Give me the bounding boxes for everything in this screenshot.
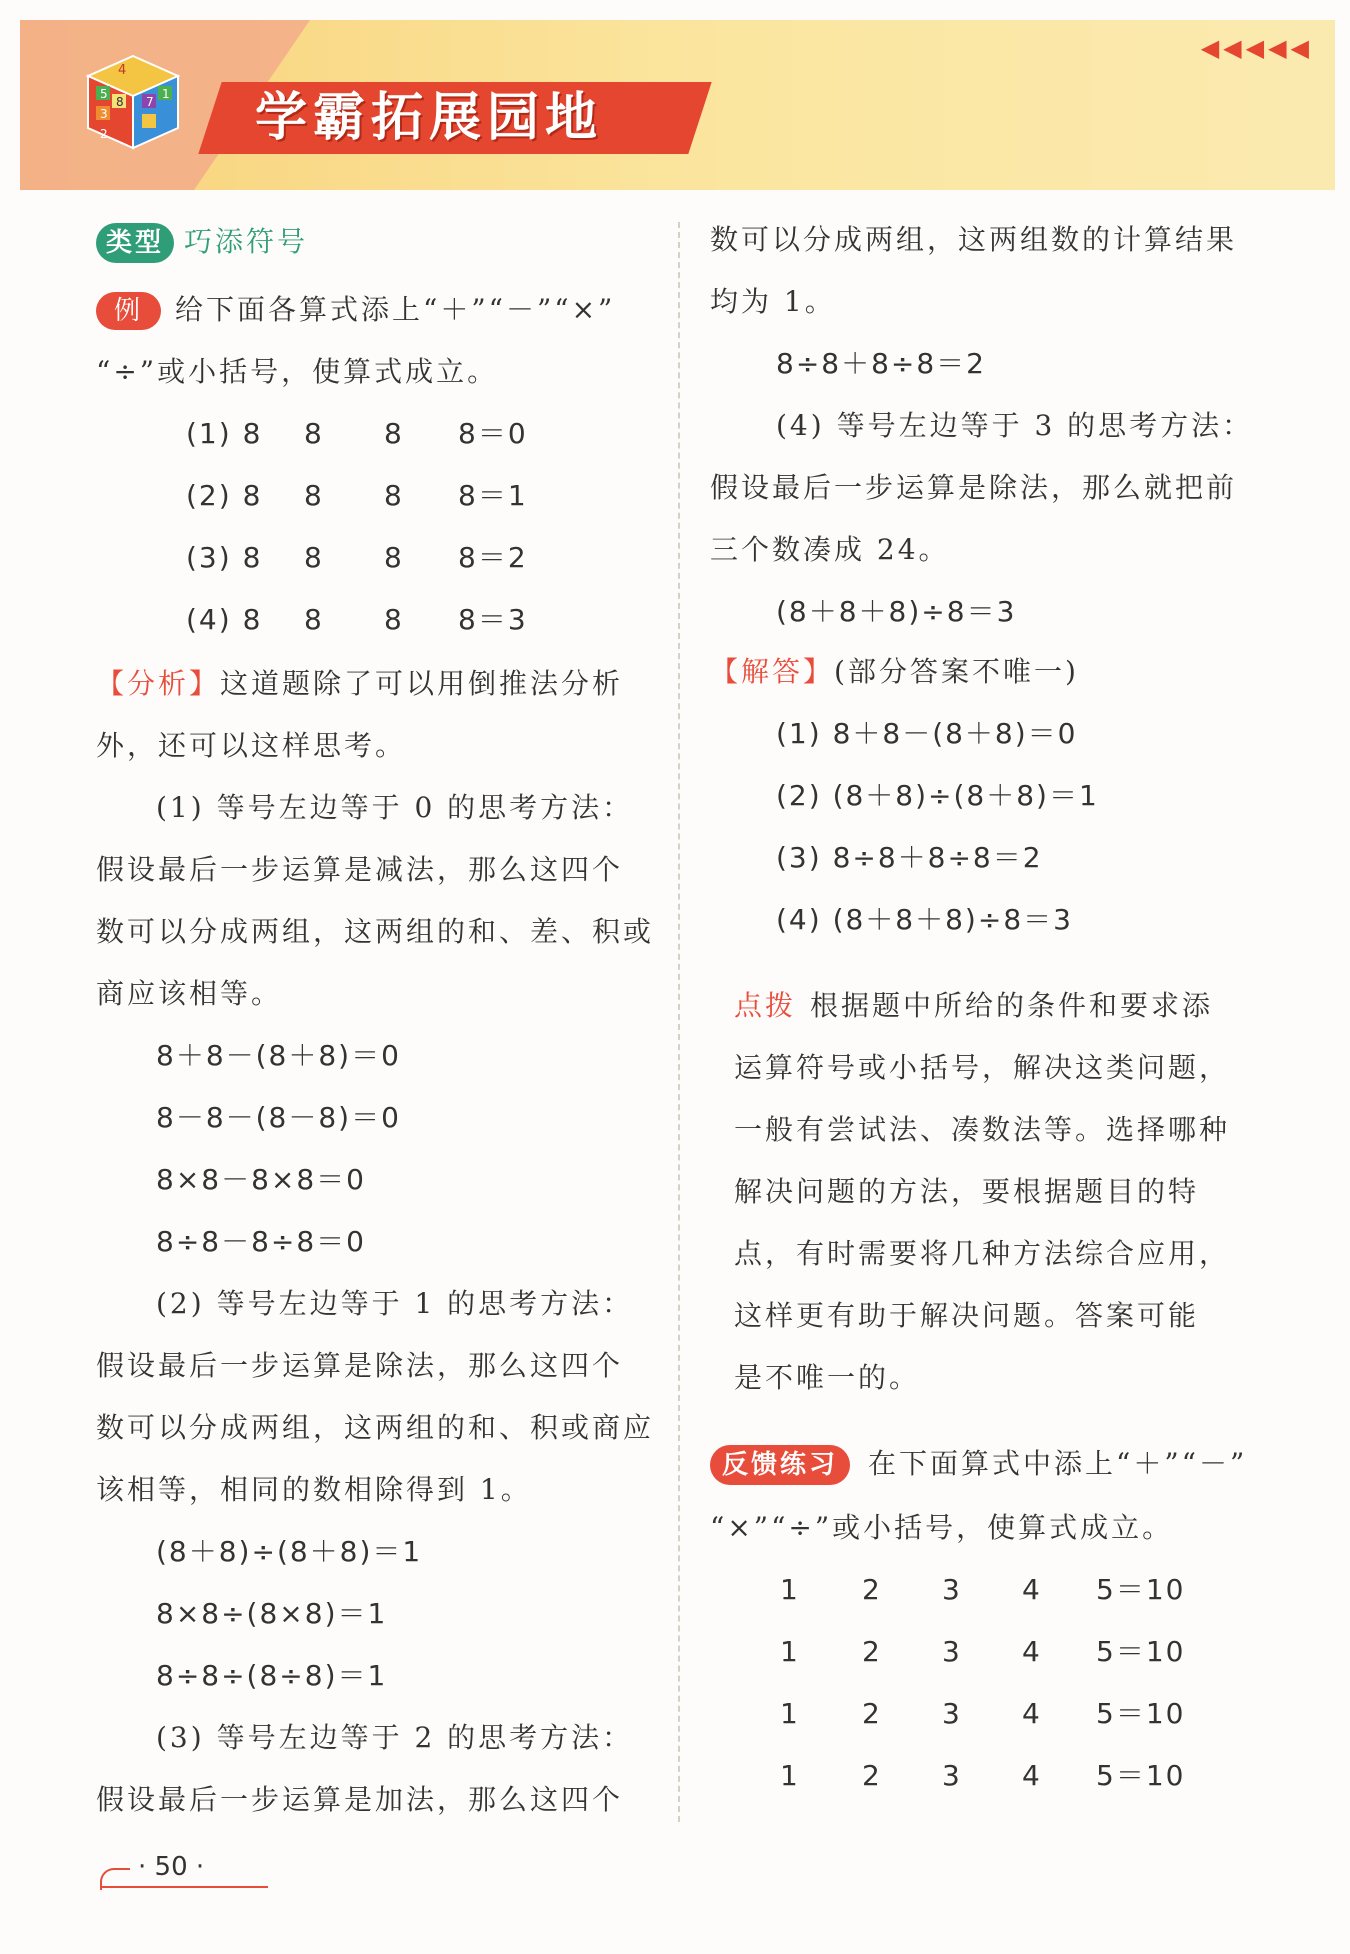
method-1-text: 数可以分成两组，这两组的和、差、积或 — [96, 915, 655, 948]
exercise-num: 3 — [942, 1697, 962, 1730]
type-label: 巧添符号 — [184, 225, 309, 258]
method-4-heading: (4) 等号左边等于 3 的思考方法： — [776, 409, 1254, 442]
exercise-num: 2 — [862, 1697, 882, 1730]
tip-text: 这样更有助于解决问题。答案可能 — [734, 1299, 1200, 1332]
problem-result: 8＝3 — [458, 603, 528, 636]
exercise-num: 3 — [942, 1635, 962, 1668]
formula: (8＋8)÷(8＋8)＝1 — [156, 1535, 423, 1568]
exercise-num: 1 — [780, 1635, 800, 1668]
formula: 8×8－8×8＝0 — [156, 1163, 366, 1196]
feedback-text-2: “×”“÷”或小括号，使算式成立。 — [710, 1511, 1174, 1544]
answer: (2) (8＋8)÷(8＋8)＝1 — [776, 779, 1099, 812]
formula: 8÷8÷(8÷8)＝1 — [156, 1659, 388, 1692]
tip-text: 根据题中所给的条件和要求添 — [810, 989, 1214, 1022]
type-badge: 类型 — [96, 223, 174, 263]
formula: 8＋8－(8＋8)＝0 — [156, 1039, 401, 1072]
cube-digit: 7 — [146, 95, 154, 109]
example-line — [96, 290, 615, 330]
exercise-num: 2 — [862, 1573, 882, 1606]
feedback-badge: 反馈练习 — [710, 1445, 850, 1485]
exercise-num: 4 — [1022, 1573, 1042, 1606]
problem-row — [186, 538, 528, 578]
method-3-text: 假设最后一步运算是加法，那么这四个 — [96, 1783, 624, 1816]
exercise-row — [780, 1694, 1185, 1734]
exercise-result: 5＝10 — [1096, 1573, 1186, 1606]
rubiks-cube-icon — [78, 48, 188, 158]
tip-label: 点拨 — [734, 989, 797, 1022]
formula: (8＋8＋8)÷8＝3 — [776, 595, 1017, 628]
answer: (4) (8＋8＋8)÷8＝3 — [776, 903, 1073, 936]
analysis-label: 【分析】 — [96, 667, 221, 700]
problem-num: 8 — [304, 541, 324, 574]
exercise-num: 1 — [780, 1697, 800, 1730]
problem-num: 8 — [384, 603, 404, 636]
problem-row — [186, 414, 528, 454]
problem-result: 8＝2 — [458, 541, 528, 574]
exercise-num: 1 — [780, 1759, 800, 1792]
cube-digit: 1 — [162, 87, 170, 101]
exercise-row — [780, 1632, 1185, 1672]
tip-heading — [734, 986, 1213, 1026]
example-badge: 例 — [96, 292, 161, 330]
method-3-text: 数可以分成两组，这两组数的计算结果 — [710, 223, 1238, 256]
exercise-num: 4 — [1022, 1697, 1042, 1730]
cube-digit: 3 — [100, 107, 108, 121]
analysis-line — [96, 664, 623, 704]
analysis-line-2: 外，还可以这样思考。 — [96, 729, 407, 762]
page-number: · 50 · — [100, 1850, 268, 1888]
method-3-text: 均为 1。 — [710, 285, 836, 318]
problem-num: 8 — [304, 479, 324, 512]
problem-result: 8＝0 — [458, 417, 528, 450]
answer-note: (部分答案不唯一) — [834, 655, 1079, 688]
exercise-row — [780, 1756, 1185, 1796]
exercise-row — [780, 1570, 1185, 1610]
exercise-num: 1 — [780, 1573, 800, 1606]
type-heading — [96, 222, 308, 262]
answer-label: 【解答】 — [710, 655, 835, 688]
problem-row — [186, 476, 528, 516]
problem-label: (1) 8 — [186, 417, 263, 450]
method-3-heading: (3) 等号左边等于 2 的思考方法： — [156, 1721, 634, 1754]
analysis-text: 这道题除了可以用倒推法分析 — [220, 667, 624, 700]
exercise-result: 5＝10 — [1096, 1635, 1186, 1668]
method-1-heading: (1) 等号左边等于 0 的思考方法： — [156, 791, 634, 824]
method-1-text: 商应该相等。 — [96, 977, 283, 1010]
problem-num: 8 — [384, 417, 404, 450]
formula: 8×8÷(8×8)＝1 — [156, 1597, 388, 1630]
exercise-num: 4 — [1022, 1759, 1042, 1792]
exercise-num: 2 — [862, 1759, 882, 1792]
tip-text: 是不唯一的。 — [734, 1361, 921, 1394]
answer: (3) 8÷8＋8÷8＝2 — [776, 841, 1043, 874]
feedback-text: 在下面算式中添上“＋”“－” — [868, 1447, 1248, 1480]
problem-label: (2) 8 — [186, 479, 263, 512]
cube-digit: 2 — [100, 127, 108, 141]
answer-heading — [710, 652, 1079, 692]
tip-text: 解决问题的方法，要根据题目的特 — [734, 1175, 1200, 1208]
problem-result: 8＝1 — [458, 479, 528, 512]
example-text: 给下面各算式添上“＋”“－”“×” — [175, 293, 616, 326]
method-1-text: 假设最后一步运算是减法，那么这四个 — [96, 853, 624, 886]
method-2-text: 数可以分成两组，这两组的和、积或商应 — [96, 1411, 655, 1444]
answer: (1) 8＋8－(8＋8)＝0 — [776, 717, 1078, 750]
problem-label: (3) 8 — [186, 541, 263, 574]
method-2-heading: (2) 等号左边等于 1 的思考方法： — [156, 1287, 634, 1320]
exercise-num: 3 — [942, 1759, 962, 1792]
method-4-text: 假设最后一步运算是除法，那么就把前 — [710, 471, 1238, 504]
formula: 8÷8＋8÷8＝2 — [776, 347, 986, 380]
cube-digit: 8 — [116, 95, 124, 109]
exercise-num: 3 — [942, 1573, 962, 1606]
column-divider — [678, 222, 680, 1822]
formula: 8－8－(8－8)＝0 — [156, 1101, 401, 1134]
problem-num: 8 — [304, 603, 324, 636]
exercise-num: 2 — [862, 1635, 882, 1668]
problem-num: 8 — [304, 417, 324, 450]
cube-digit: 5 — [100, 87, 108, 101]
feedback-heading — [710, 1444, 1247, 1484]
page-title: 学霸拓展园地 — [255, 88, 604, 148]
formula: 8÷8－8÷8＝0 — [156, 1225, 366, 1258]
method-2-text: 假设最后一步运算是除法，那么这四个 — [96, 1349, 624, 1382]
exercise-result: 5＝10 — [1096, 1759, 1186, 1792]
exercise-num: 4 — [1022, 1635, 1042, 1668]
exercise-result: 5＝10 — [1096, 1697, 1186, 1730]
cube-digit: 4 — [118, 63, 127, 78]
example-line-2: “÷”或小括号，使算式成立。 — [96, 355, 499, 388]
problem-label: (4) 8 — [186, 603, 263, 636]
tip-text: 运算符号或小括号，解决这类问题， — [734, 1051, 1231, 1084]
tip-text: 点，有时需要将几种方法综合应用， — [734, 1237, 1231, 1270]
method-2-text: 该相等，相同的数相除得到 1。 — [96, 1473, 532, 1506]
problem-num: 8 — [384, 541, 404, 574]
tip-text: 一般有尝试法、凑数法等。选择哪种 — [734, 1113, 1231, 1146]
header-arrows-icon: ◀◀◀◀◀ — [1200, 34, 1313, 62]
problem-row — [186, 600, 528, 640]
method-4-text: 三个数凑成 24。 — [710, 533, 950, 566]
problem-num: 8 — [384, 479, 404, 512]
